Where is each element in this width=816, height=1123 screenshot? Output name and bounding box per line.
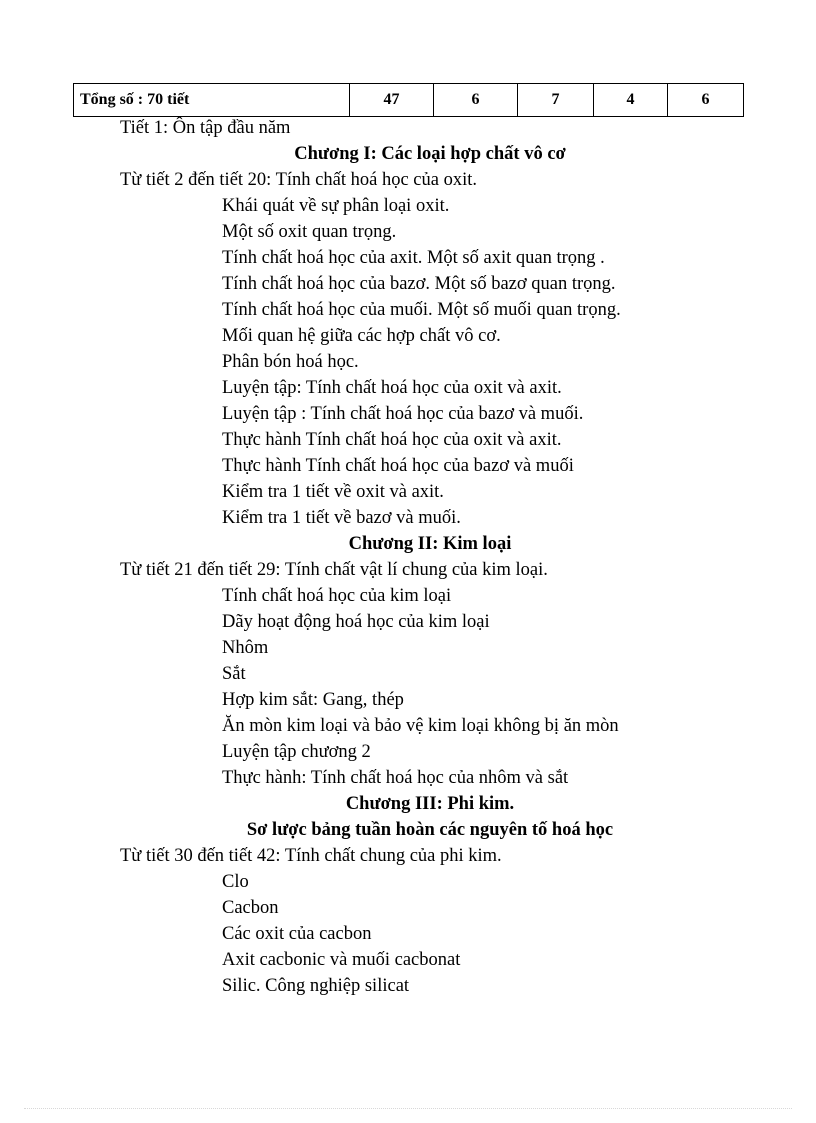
list-item: Các oxit của cacbon [222, 924, 372, 944]
page-bottom-divider [24, 1108, 792, 1109]
table-cell: 6 [434, 84, 518, 117]
chapter-3-range: Từ tiết 30 đến tiết 42: Tính chất chung của phi kim. [120, 846, 502, 866]
chapter-1-title: Chương I: Các loại hợp chất vô cơ [294, 144, 566, 164]
list-item: Tính chất hoá học của axit. Một số axit quan trọng . [222, 248, 605, 268]
chapter-2-range: Từ tiết 21 đến tiết 29: Tính chất vật lí chung của kim loại. [120, 560, 548, 580]
list-item: Thực hành Tính chất hoá học của bazơ và muối [222, 456, 574, 476]
table-row [74, 84, 744, 117]
list-item: Dãy hoạt động hoá học của kim loại [222, 612, 490, 632]
list-item: Hợp kim sắt: Gang, thép [222, 690, 404, 710]
list-item: Tính chất hoá học của bazơ. Một số bazơ quan trọng. [222, 274, 616, 294]
chapter-2-title: Chương II: Kim loại [348, 534, 512, 554]
total-periods-label: Tổng số : 70 tiết [74, 84, 350, 117]
chapter-3-title: Chương III: Phi kim. [345, 794, 515, 814]
list-item: Phân bón hoá học. [222, 352, 359, 372]
list-item: Sắt [222, 664, 246, 684]
table-cell: 4 [594, 84, 668, 117]
list-item: Thực hành Tính chất hoá học của oxit và axit. [222, 430, 562, 450]
list-item: Khái quát về sự phân loại oxit. [222, 196, 450, 216]
list-item: Axit cacbonic và muối cacbonat [222, 950, 461, 970]
list-item: Cacbon [222, 898, 279, 918]
list-item: Luyện tập chương 2 [222, 742, 371, 762]
list-item: Một số oxit quan trọng. [222, 222, 397, 242]
list-item: Mối quan hệ giữa các hợp chất vô cơ. [222, 326, 501, 346]
list-item: Luyện tập : Tính chất hoá học của bazơ và muối. [222, 404, 584, 424]
list-item: Tính chất hoá học của muối. Một số muối quan trọng. [222, 300, 621, 320]
list-item: Thực hành: Tính chất hoá học của nhôm và sắt [222, 768, 569, 788]
intro-line: Tiết 1: Ôn tập đầu năm [120, 118, 291, 138]
summary-table [73, 83, 744, 117]
list-item: Luyện tập: Tính chất hoá học của oxit và axit. [222, 378, 562, 398]
list-item: Clo [222, 872, 249, 892]
table-cell: 47 [350, 84, 434, 117]
chapter-1-range: Từ tiết 2 đến tiết 20: Tính chất hoá học của oxit. [120, 170, 477, 190]
list-item: Ăn mòn kim loại và bảo vệ kim loại không bị ăn mòn [222, 716, 619, 736]
list-item: Silic. Công nghiệp silicat [222, 976, 410, 996]
list-item: Kiểm tra 1 tiết về bazơ và muối. [222, 508, 461, 528]
list-item: Kiểm tra 1 tiết về oxit và axit. [222, 482, 444, 502]
chapter-3-subtitle: Sơ lược bảng tuần hoàn các nguyên tố hoá học [246, 820, 614, 840]
list-item: Tính chất hoá học của kim loại [222, 586, 452, 606]
table-cell: 6 [668, 84, 744, 117]
list-item: Nhôm [222, 638, 269, 658]
table-cell: 7 [518, 84, 594, 117]
